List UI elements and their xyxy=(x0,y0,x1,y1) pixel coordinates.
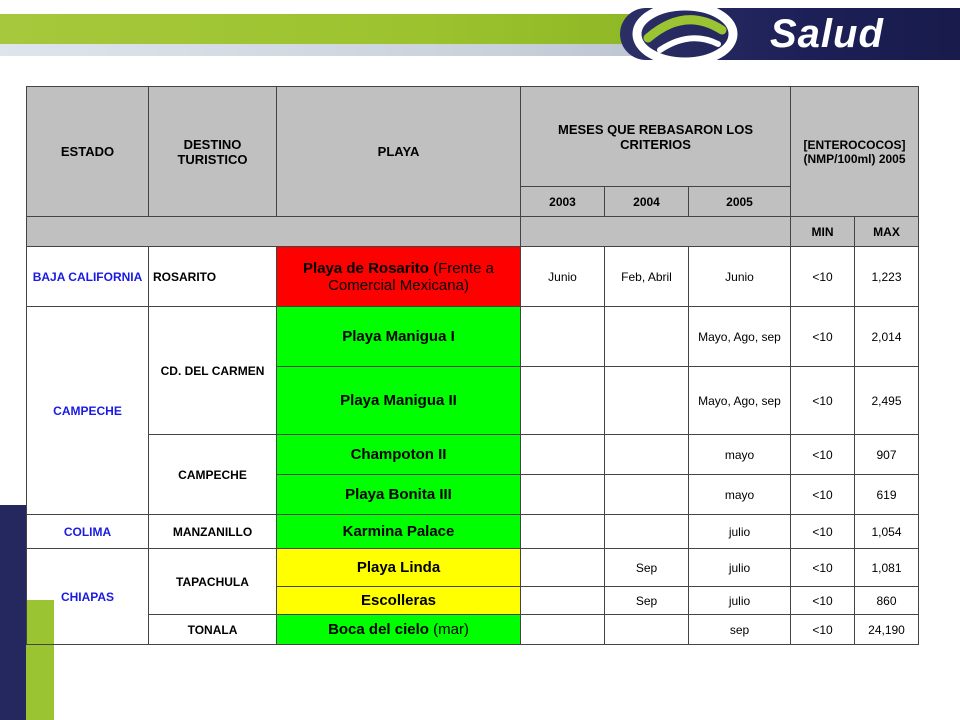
month-2005-cell: sep xyxy=(689,615,791,645)
beach-cell xyxy=(277,307,521,367)
min-cell: <10 xyxy=(791,615,855,645)
destino-cell: TONALA xyxy=(149,615,277,645)
state-cell: BAJA CALIFORNIA xyxy=(27,247,149,307)
month-2004-cell: Sep xyxy=(605,587,689,615)
max-cell: 860 xyxy=(855,587,919,615)
max-cell: 619 xyxy=(855,475,919,515)
header-enterococos: [ENTEROCOCOS] (NMP/100ml) 2005 xyxy=(791,87,919,217)
beach-name: Playa de Rosarito xyxy=(303,259,429,277)
destino-cell: CAMPECHE xyxy=(149,435,277,515)
header-green-band xyxy=(0,14,705,44)
min-cell: <10 xyxy=(791,549,855,587)
month-2005-cell: mayo xyxy=(689,475,791,515)
header-min: MIN xyxy=(791,217,855,247)
max-cell: 1,223 xyxy=(855,247,919,307)
beach-cell xyxy=(277,615,521,645)
beach-name: Playa Manigua II xyxy=(340,392,457,409)
beach-name: Playa Bonita III xyxy=(345,486,452,503)
month-2004-cell: Sep xyxy=(605,549,689,587)
beach-quality-table xyxy=(26,86,919,645)
beach-note: (mar) xyxy=(428,621,469,638)
month-2003-cell xyxy=(521,307,605,367)
month-2004-cell xyxy=(605,475,689,515)
beach-name: Karmina Palace xyxy=(342,523,455,540)
beach-name: Champoton II xyxy=(350,446,447,463)
max-cell: 1,081 xyxy=(855,549,919,587)
month-2003-cell xyxy=(521,515,605,549)
side-accent-navy xyxy=(0,505,26,720)
beach-name: Boca del cielo xyxy=(328,621,429,638)
beach-name: Escolleras xyxy=(360,592,437,609)
destino-cell: TAPACHULA xyxy=(149,549,277,615)
month-2003-cell xyxy=(521,615,605,645)
beach-cell xyxy=(277,549,521,587)
min-cell: <10 xyxy=(791,307,855,367)
destino-cell: CD. DEL CARMEN xyxy=(149,307,277,435)
header-estado: ESTADO xyxy=(27,87,149,217)
month-2005-cell: mayo xyxy=(689,435,791,475)
brand-logo-text: Salud xyxy=(770,12,884,56)
month-2004-cell xyxy=(605,367,689,435)
max-cell: 2,495 xyxy=(855,367,919,435)
month-2005-cell: julio xyxy=(689,587,791,615)
month-2004-cell xyxy=(605,307,689,367)
month-2003-cell xyxy=(521,435,605,475)
state-cell: CHIAPAS xyxy=(27,549,149,645)
max-cell: 1,054 xyxy=(855,515,919,549)
header-year-2004: 2004 xyxy=(605,187,689,217)
header-playa: PLAYA xyxy=(277,87,521,217)
max-cell: 907 xyxy=(855,435,919,475)
header-max: MAX xyxy=(855,217,919,247)
destino-cell: MANZANILLO xyxy=(149,515,277,549)
beach-cell xyxy=(277,515,521,549)
beach-cell xyxy=(277,367,521,435)
salud-logo-icon xyxy=(630,0,740,68)
beach-cell xyxy=(277,587,521,615)
month-2005-cell: Junio xyxy=(689,247,791,307)
month-2004-cell xyxy=(605,435,689,475)
header-year-2005: 2005 xyxy=(689,187,791,217)
beach-note: (Frente a Comercial Mexicana) xyxy=(328,259,494,294)
header-year-2003: 2003 xyxy=(521,187,605,217)
month-2003-cell xyxy=(521,367,605,435)
min-cell: <10 xyxy=(791,247,855,307)
beach-cell xyxy=(277,247,521,307)
header-spacer-months xyxy=(521,217,791,247)
beach-cell xyxy=(277,435,521,475)
min-cell: <10 xyxy=(791,515,855,549)
max-cell: 24,190 xyxy=(855,615,919,645)
min-cell: <10 xyxy=(791,435,855,475)
state-cell: CAMPECHE xyxy=(27,307,149,515)
header-gray-band xyxy=(0,44,705,56)
min-cell: <10 xyxy=(791,367,855,435)
month-2003-cell xyxy=(521,549,605,587)
destino-cell: ROSARITO xyxy=(149,247,277,307)
beach-name: Playa Linda xyxy=(356,559,441,576)
max-cell: 2,014 xyxy=(855,307,919,367)
month-2004-cell xyxy=(605,615,689,645)
header-destino: DESTINO TURISTICO xyxy=(149,87,277,217)
header-meses: MESES QUE REBASARON LOS CRITERIOS xyxy=(521,87,791,187)
min-cell: <10 xyxy=(791,475,855,515)
min-cell: <10 xyxy=(791,587,855,615)
beach-cell xyxy=(277,475,521,515)
month-2004-cell: Feb, Abril xyxy=(605,247,689,307)
month-2004-cell xyxy=(605,515,689,549)
month-2003-cell: Junio xyxy=(521,247,605,307)
beach-name: Playa Manigua I xyxy=(342,328,455,345)
state-cell: COLIMA xyxy=(27,515,149,549)
month-2005-cell: Mayo, Ago, sep xyxy=(689,307,791,367)
month-2003-cell xyxy=(521,587,605,615)
month-2005-cell: julio xyxy=(689,515,791,549)
header-spacer xyxy=(27,217,521,247)
month-2005-cell: Mayo, Ago, sep xyxy=(689,367,791,435)
month-2003-cell xyxy=(521,475,605,515)
month-2005-cell: julio xyxy=(689,549,791,587)
